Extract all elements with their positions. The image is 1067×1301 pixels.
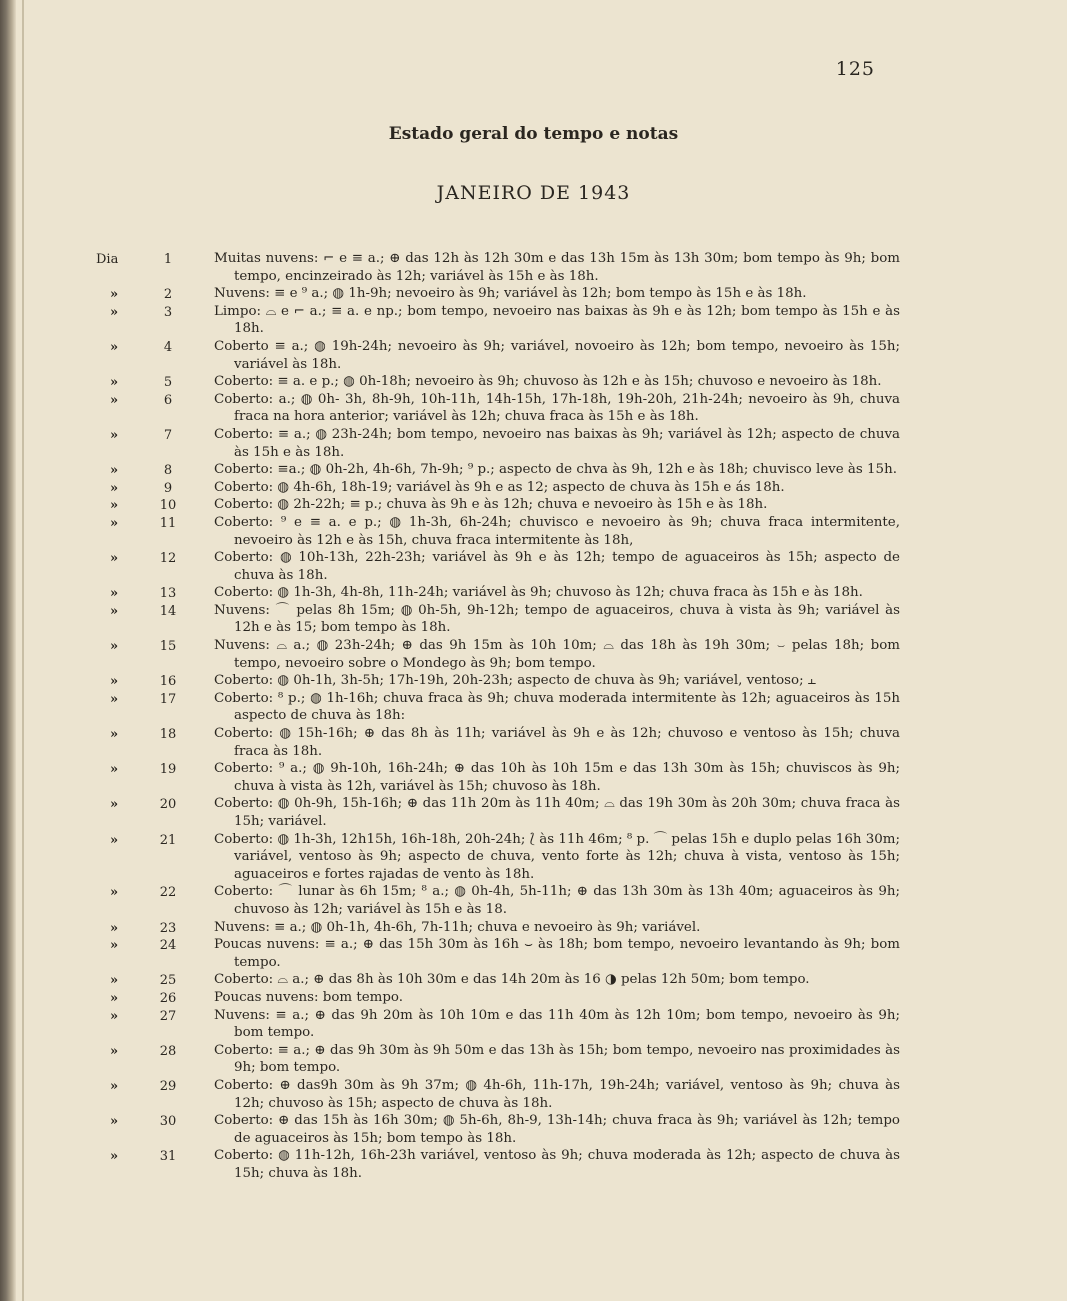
day-entry [0,373,1067,391]
day-entry [0,391,1067,426]
ditto-mark: » [110,938,119,954]
day-number: 29 [159,1078,177,1094]
day-number: 14 [159,603,177,619]
day-number: 27 [159,1008,177,1024]
day-weather-note: Coberto: ◍ 1h-3h, 12h15h, 16h-18h, 20h-24h; ⟅ às 11h 46m; ⁸ p. ⌒ pelas 15h e duplo pelas 16h 30m; variável, ventoso às 9h; aspecto de chuva, vento forte às 12h; chuva à vista, ventoso às 15h; aguaceiros e fortes rajadas de vento às 18h. [214,831,900,882]
day-number: 26 [159,990,177,1006]
day-number: 5 [163,375,173,391]
section-title: Estado geral do tempo e notas [388,124,679,144]
month-title: JANEIRO DE 1943 [436,182,631,204]
day-number: 13 [159,586,177,602]
day-entry [0,831,1067,884]
ditto-mark: » [110,727,119,743]
day-weather-note: Coberto: ⁹ e ≡ a. e p.; ◍ 1h-3h, 6h-24h; chuvisco e nevoeiro às 9h; chuva fraca intermitente, nevoeiro às 12h e às 15h, chuva fraca intermitente às 18h, [214,514,900,548]
day-number: 6 [163,392,173,408]
day-number: 11 [159,515,177,531]
day-number: 24 [159,938,177,954]
day-entry [0,883,1067,918]
ditto-mark: » [110,990,119,1006]
ditto-mark: » [110,339,119,355]
day-weather-note: Limpo: ⌓ e ⌐ a.; ≡ a. e np.; bom tempo, nevoeiro nas baixas às 9h e às 12h; bom tempo às 15h e às 18h. [214,303,900,337]
day-number: 8 [163,463,173,479]
day-entry [0,496,1067,514]
ditto-mark: » [110,1114,119,1130]
ditto-mark: » [110,427,119,443]
day-number: 12 [159,551,177,567]
ditto-mark: » [110,1043,119,1059]
dia-label: Dia [96,252,119,267]
day-entry [0,1147,1067,1182]
ditto-mark: » [110,392,119,408]
ditto-mark: » [110,515,119,531]
day-number: 3 [163,304,173,320]
day-weather-note: Coberto: a.; ◍ 0h- 3h, 8h-9h, 10h-11h, 14h-15h, 17h-18h, 19h-20h, 21h-24h; nevoeiro às 9h, chuva fraca na hora anterior; variável às 12h; chuva fraca às 15h e às 18h. [214,391,900,425]
ditto-mark: » [110,885,119,901]
day-entry [0,637,1067,672]
day-entry [0,725,1067,760]
day-number: 4 [163,339,173,355]
day-entry [0,936,1067,971]
ditto-mark: » [110,762,119,778]
day-entry [0,760,1067,795]
day-entry [0,1042,1067,1077]
page-number: 125 [835,58,875,80]
day-entry [0,285,1067,303]
day-entry [0,971,1067,989]
day-weather-note: Coberto: ⊕ das 15h às 16h 30m; ◍ 5h-6h, 8h-9, 13h-14h; chuva fraca às 9h; variável às 12h; tempo de aguaceiros às 15h; bom tempo às 18h. [214,1113,900,1146]
day-number: 22 [159,885,177,901]
day-weather-note: Nuvens: ≡ e ⁹ a.; ◍ 1h-9h; nevoeiro às 9h; variável às 12h; bom tempo às 15h e às 18h. [214,286,807,302]
day-entry [0,690,1067,725]
ditto-mark: » [110,1008,119,1024]
ditto-mark: » [110,551,119,567]
ditto-mark: » [110,287,119,303]
day-weather-note: Coberto: ≡ a.; ◍ 23h-24h; bom tempo, nevoeiro nas baixas às 9h; variável às 12h; aspecto de chuva às 15h e às 18h. [214,426,900,460]
day-number: 23 [159,920,177,936]
day-weather-note: Coberto: ⊕ das9h 30m às 9h 37m; ◍ 4h-6h, 11h-17h, 19h-24h; variável, ventoso às 9h; chuva às 12h; chuvoso às 15h; aspecto de chuva às 18h. [214,1077,900,1111]
day-weather-note: Coberto: ◍ 0h-9h, 15h-16h; ⊕ das 11h 20m às 11h 40m; ⌓ das 19h 30m às 20h 30m; chuva fraca às 15h; variável. [214,796,900,829]
day-number: 7 [163,427,173,443]
day-number: 20 [159,797,177,813]
daily-entries-list [0,250,1067,1182]
day-entry [0,514,1067,549]
day-weather-note: Coberto: ◍ 15h-16h; ⊕ das 8h às 11h; variável às 9h e às 12h; chuvoso e ventoso às 15h; chuva fraca às 18h. [214,726,900,759]
day-weather-note: Coberto: ⌒ lunar às 6h 15m; ⁸ a.; ◍ 0h-4h, 5h-11h; ⊕ das 13h 30m às 13h 40m; aguaceiros às 9h; chuvoso às 12h; variável às 15h e às 18. [214,884,900,917]
day-entry [0,303,1067,338]
ditto-mark: » [110,691,119,707]
ditto-mark: » [110,586,119,602]
day-weather-note: Coberto: ≡ a. e p.; ◍ 0h-18h; nevoeiro às 9h; chuvoso às 12h e às 15h; chuvoso e nevoeiro às 18h. [214,374,882,390]
day-number: 28 [159,1043,177,1059]
ditto-mark: » [110,1078,119,1094]
ditto-mark: » [110,973,119,989]
day-weather-note: Poucas nuvens: ≡ a.; ⊕ das 15h 30m às 16h ⌣ às 18h; bom tempo, nevoeiro levantando às 9h; bom tempo. [214,937,900,970]
day-number: 25 [159,973,177,989]
day-weather-note: Coberto: ⁹ a.; ◍ 9h-10h, 16h-24h; ⊕ das 10h às 10h 15m e das 13h 30m às 15h; chuviscos às 9h; chuva à vista às 12h, variável às 15h; chuvoso às 18h. [214,761,900,794]
day-weather-note: Coberto: ⌓ a.; ⊕ das 8h às 10h 30m e das 14h 20m às 16 ◑ pelas 12h 50m; bom tempo. [214,972,810,988]
day-weather-note: Coberto: ◍ 11h-12h, 16h-23h variável, ventoso às 9h; chuva moderada às 12h; aspecto de chuva às 15h; chuva às 18h. [214,1148,900,1181]
day-entry [0,1112,1067,1147]
day-entry [0,795,1067,830]
day-number: 31 [159,1149,177,1165]
ditto-mark: » [110,832,119,848]
day-weather-note: Coberto: ◍ 2h-22h; ≡ p.; chuva às 9h e às 12h; chuva e nevoeiro às 15h e às 18h. [214,497,768,513]
day-entry [0,1007,1067,1042]
day-number: 2 [163,287,173,303]
day-weather-note: Coberto: ⁸ p.; ◍ 1h-16h; chuva fraca às 9h; chuva moderada intermitente às 12h; aguaceiros às 15h aspecto de chuva às 18h: [214,690,900,724]
ditto-mark: » [110,375,119,391]
day-entry [0,672,1067,690]
ditto-mark: » [110,674,119,690]
day-weather-note: Nuvens: ⌒ pelas 8h 15m; ◍ 0h-5h, 9h-12h; tempo de aguaceiros, chuva à vista às 9h; variável às 12h e às 15; bom tempo às 18h. [214,602,900,636]
ditto-mark: » [110,1149,119,1165]
day-weather-note: Coberto: ≡ a.; ⊕ das 9h 30m às 9h 50m e das 13h às 15h; bom tempo, nevoeiro nas proximidades às 9h; bom tempo. [214,1042,900,1076]
ditto-mark: » [110,639,119,655]
day-number: 16 [159,674,177,690]
day-number: 18 [159,727,177,743]
day-number: 30 [159,1114,177,1130]
ditto-mark: » [110,920,119,936]
day-weather-note: Muitas nuvens: ⌐ e ≡ a.; ⊕ das 12h às 12h 30m e das 13h 15m às 13h 30m; bom tempo às 9h; bom tempo, encinzeirado às 12h; variável às 15h e às 18h. [214,251,900,284]
day-entry [0,549,1067,584]
day-entry [0,989,1067,1007]
day-weather-note: Coberto: ◍ 4h-6h, 18h-19; variável às 9h e as 12; aspecto de chuva às 15h e ás 18h. [214,479,785,495]
day-entry [0,602,1067,637]
day-entry [0,250,1067,285]
day-number: 19 [159,762,177,778]
day-entry [0,461,1067,479]
day-weather-note: Nuvens: ≡ a.; ⊕ das 9h 20m às 10h 10m e das 11h 40m às 12h 10m; bom tempo, nevoeiro às 9h; bom tempo. [214,1007,900,1041]
day-entry [0,919,1067,937]
day-entry [0,479,1067,497]
day-weather-note: Coberto ≡ a.; ◍ 19h-24h; nevoeiro às 9h; variável, novoeiro às 12h; bom tempo, nevoeiro às 15h; variável às 18h. [214,338,900,372]
day-weather-note: Coberto: ◍ 0h-1h, 3h-5h; 17h-19h, 20h-23h; aspecto de chuva às 9h; variável, ventoso; ⫠ [214,673,816,689]
ditto-mark: » [110,463,119,479]
day-weather-note: Poucas nuvens: bom tempo. [214,989,404,1005]
ditto-mark: » [110,304,119,320]
day-number: 10 [159,498,177,514]
ditto-mark: » [110,498,119,514]
day-weather-note: Nuvens: ⌓ a.; ◍ 23h-24h; ⊕ das 9h 15m às 10h 10m; ⌓ das 18h às 19h 30m; ⌣ pelas 18h; bom tempo, nevoeiro sobre o Mondego às 9h; bom tempo. [214,638,900,671]
day-weather-note: Coberto: ◍ 1h-3h, 4h-8h, 11h-24h; variável às 9h; chuvoso às 12h; chuva fraca às 15h e às 18h. [214,585,863,601]
day-weather-note: Coberto: ≡a.; ◍ 0h-2h, 4h-6h, 7h-9h; ⁹ p.; aspecto de chva às 9h, 12h e às 18h; chuvisco leve às 15h. [214,462,897,478]
day-weather-note: Coberto: ◍ 10h-13h, 22h-23h; variável às 9h e às 12h; tempo de aguaceiros às 15h; aspecto de chuva às 18h. [214,550,900,583]
day-entry [0,584,1067,602]
day-number: 9 [163,480,173,496]
day-number: 1 [163,252,173,267]
ditto-mark: » [110,797,119,813]
day-entry [0,426,1067,461]
day-number: 21 [159,832,177,848]
day-number: 15 [159,639,177,655]
ditto-mark: » [110,480,119,496]
ditto-mark: » [110,603,119,619]
day-weather-note: Nuvens: ≡ a.; ◍ 0h-1h, 4h-6h, 7h-11h; chuva e nevoeiro às 9h; variável. [214,919,701,935]
day-entry [0,338,1067,373]
day-number: 17 [159,691,177,707]
day-entry [0,1077,1067,1112]
